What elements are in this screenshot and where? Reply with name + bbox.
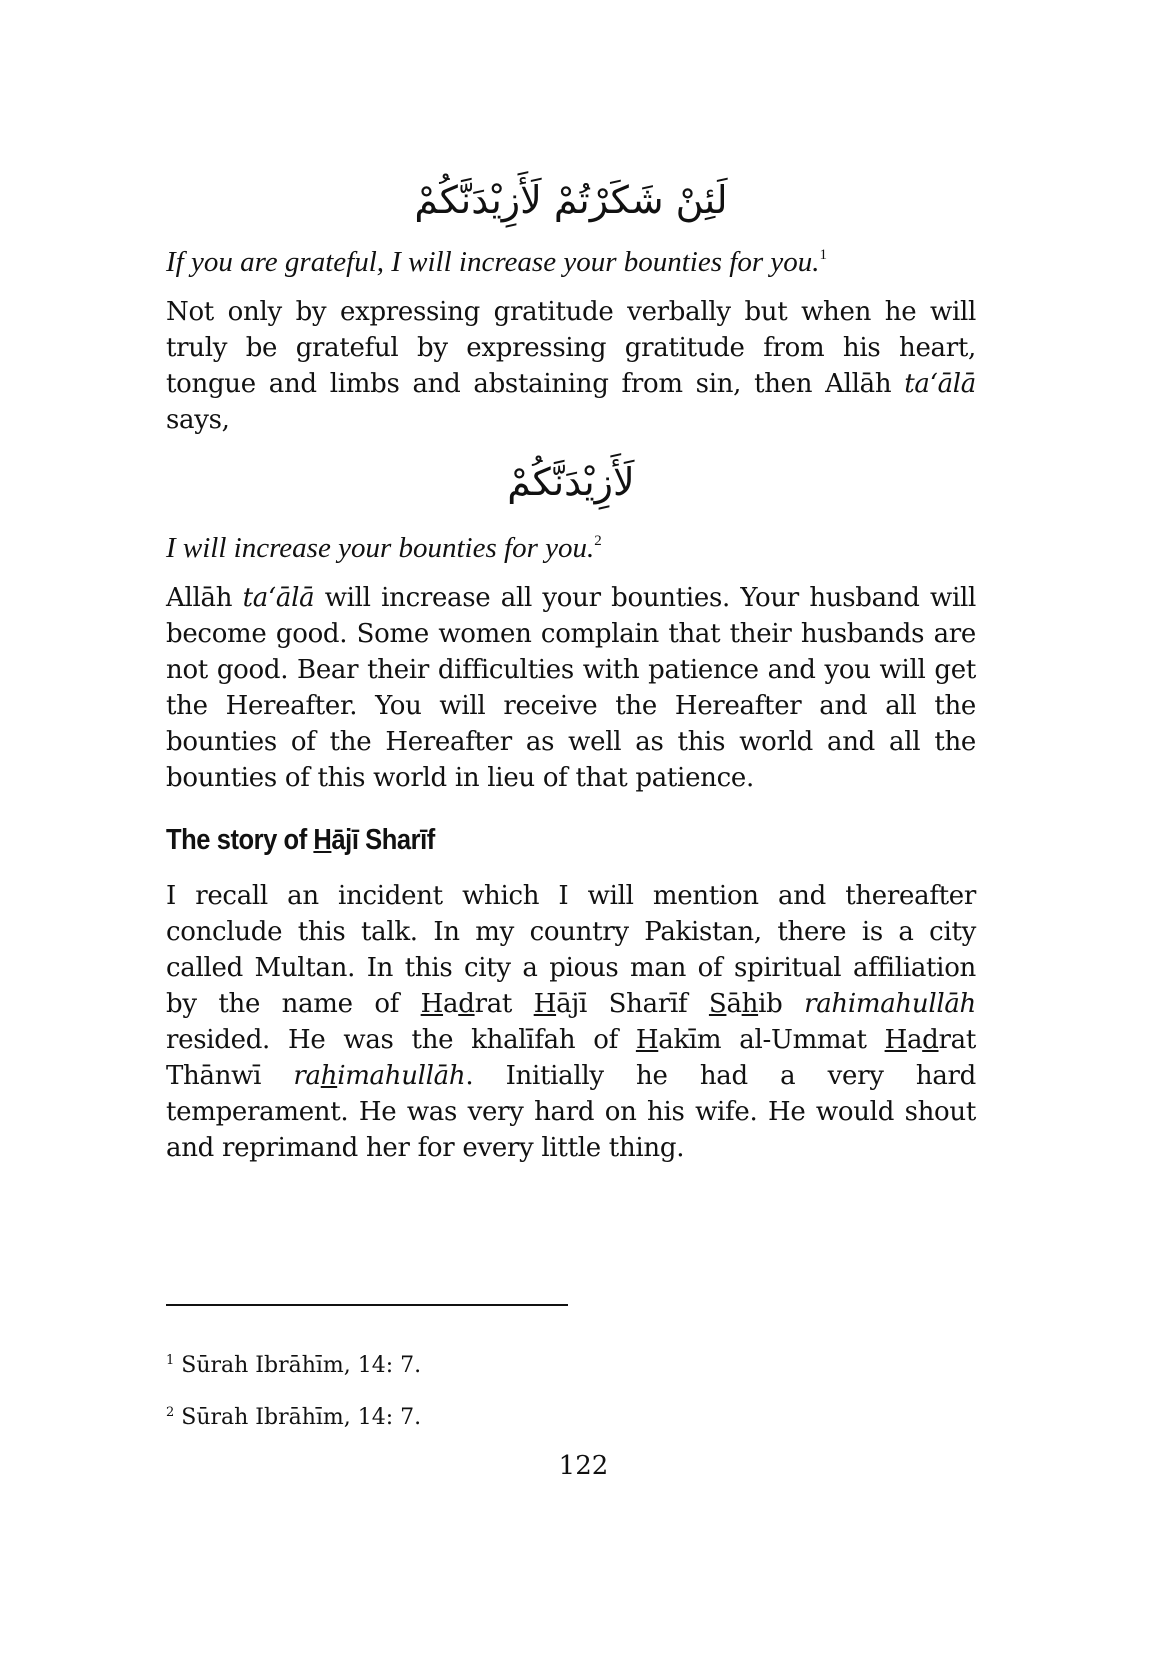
para-2-rest: will increase all your bounties. Your husband will become good. Some women complain that their husbands are not good. Bear their difficulties with patience and you will get the Hereafter. You will receive the Hereafter and all the bounties of the Hereafter as well as this world and all the bounties of this world in lieu of that patience. [166, 583, 976, 793]
hadrat-h: H [420, 989, 444, 1019]
para-2-italic: ta‘ālā [242, 583, 315, 613]
footnote-2-ref: 2 [166, 1405, 175, 1420]
page-number: 122 [558, 1451, 609, 1481]
paragraph-2 [166, 580, 976, 796]
hadrat2-h: H [884, 1025, 907, 1055]
hadrat-a: a [443, 989, 459, 1019]
section-heading [166, 820, 879, 860]
sahib-rest: ib [758, 989, 783, 1019]
verse-2-text: I will increase your bounties for you. [166, 532, 595, 564]
rahimahullah-2-h: h [320, 1061, 338, 1091]
haji-rest: ājī [556, 989, 588, 1019]
footnote-ref-2[interactable]: 2 [594, 533, 602, 549]
para-3-s4: al-Ummat [721, 1025, 885, 1055]
footnote-1-ref: 1 [166, 1353, 175, 1368]
space-1 [512, 989, 534, 1019]
para-1-tail: says, [166, 405, 230, 435]
hakim-h: H [635, 1025, 659, 1055]
hadrat2-d: d [922, 1025, 939, 1055]
heading-h-underlined: H [313, 824, 332, 856]
para-3-s5: Thānwī [166, 1061, 294, 1091]
para-3-s3: resided. He was the khalīfah of [166, 1025, 636, 1055]
paragraph-3 [166, 878, 976, 1166]
haji-h: H [533, 989, 557, 1019]
para-2-start: Allāh [166, 583, 243, 613]
footnote-2 [166, 1403, 421, 1433]
hadrat-rest: rat [474, 989, 513, 1019]
heading-prefix: The story of [166, 824, 314, 856]
hakim-rest: akīm [658, 1025, 722, 1055]
rahimahullah-2-ra: ra [293, 1061, 321, 1091]
sahib-h: h [741, 989, 759, 1019]
para-1-italic: ta‘ālā [904, 369, 976, 399]
sahib-a: ā [726, 989, 742, 1019]
footnote-1-text: Sūrah Ibrāhīm, 14: 7. [174, 1353, 422, 1378]
para-3-s6: . Initially he had a very hard temperament. He was very hard on his wife. He would shout and reprimand her for every little thing. [166, 1061, 976, 1163]
page-body [166, 150, 976, 1180]
para-3-s2: Sharīf [587, 989, 709, 1019]
para-1-text: Not only by expressing gratitude verbally but when he will truly be grateful by expressing gratitude from his heart, tongue and limbs and abstaining from sin, then Allāh [166, 297, 976, 399]
rahimahullah-2-rest: imahullāh [337, 1061, 466, 1091]
footnote-ref-1[interactable]: 1 [819, 247, 827, 263]
arabic-verse-2: لَأَزِيْدَنَّكُمْ [507, 460, 635, 504]
rahimahullah-1: rahimahullāh [804, 989, 976, 1019]
sahib-s: S [708, 989, 727, 1019]
arabic-verse-1: لَئِنْ شَكَرْتُمْ لَأَزِيْدَنَّكُمْ [414, 178, 728, 222]
paragraph-1 [166, 294, 976, 438]
verse-translation-2 [166, 530, 976, 566]
hadrat2-a: a [906, 1025, 923, 1055]
footnote-divider [166, 1304, 568, 1306]
hadrat-d: d [458, 989, 475, 1019]
footnote-1 [166, 1351, 421, 1381]
heading-rest: Sharīf [358, 824, 435, 856]
space-2 [782, 989, 804, 1019]
para-3-s1: I recall an incident which I will mention and thereafter conclude this talk. In my country Pakistan, there is a city called Multan. In this city a pious man of spiritual affiliation by the name of [166, 881, 976, 1019]
heading-aji: ājī [331, 824, 359, 856]
verse-translation-1 [166, 244, 976, 280]
footnote-2-text: Sūrah Ibrāhīm, 14: 7. [174, 1405, 422, 1430]
verse-1-text: If you are grateful, I will increase your bounties for you. [166, 246, 820, 278]
hadrat2-rest: rat [938, 1025, 976, 1055]
